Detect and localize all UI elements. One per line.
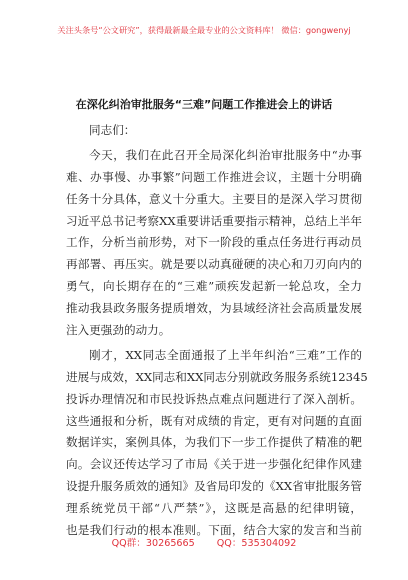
footer-qq-group: QQ群：30265665 [111, 538, 195, 549]
paragraph-line: 设提升服务质效的通知》及省局印发的《XX省审批服务管 [66, 479, 362, 494]
paragraph-line: 难、办事慢、办事繁”问题工作推进会议，主题十分明确 [66, 169, 362, 184]
paragraph-line: 今天，我们在此召开全局深化纠治审批服务中“办事 [89, 147, 362, 162]
paragraph-line: 理系统党员干部“八严禁”》，这既是高悬的纪律明镜， [66, 501, 362, 516]
paragraph-line: 进展与成效，XX同志和XX同志分别就政务服务系统12345 [66, 369, 368, 384]
paragraph-line: 这些通报和分析，既有对成绩的肯定，更有对问题的直面 [66, 413, 362, 428]
footer-qq: QQ：535304092 [216, 538, 297, 549]
paragraph-line: 向。会议还传达学习了市局《关于进一步强化纪律作风建 [66, 457, 362, 472]
paragraph-line: 注入更强劲的动力。 [66, 323, 171, 338]
paragraph-line: 任务十分具体，意义十分重大。主要目的是深入学习贯彻 [66, 191, 362, 206]
paragraph-line: 习近平总书记考察XX重要讲话重要指示精神，总结上半年 [66, 213, 362, 228]
document-body [66, 120, 368, 542]
salutation: 同志们： [89, 123, 136, 137]
paragraph-line: 投诉办理情况和市民投诉热点难点问题进行了深入剖析。 [66, 391, 362, 406]
paragraph-line: 刚才，XX同志全面通报了上半年纠治“三难”工作的 [89, 347, 362, 362]
paragraph-line: 工作，分析当前形势，对下一阶段的重点任务进行再动员 [66, 235, 362, 250]
footer-contact [0, 535, 408, 549]
paragraph-line: 推动我县政务服务提质增效，为县域经济社会高质量发展 [66, 301, 362, 316]
paragraph-line: 再部署、再压实。就是要以动真碰硬的决心和刀刃向内的 [66, 257, 362, 272]
paragraph-line: 也是我们行动的根本准则。下面，结合大家的发言和当前 [66, 523, 362, 538]
paragraph-line: 数据详实，案例具体，为我们下一步工作提供了精准的靶 [66, 435, 362, 450]
document-title: 在深化纠治审批服务“三难”问题工作推进会上的讲话 [75, 98, 333, 111]
top-banner: 关注头条号“公文研究”，获得最新最全最专业的公文资料库！ 微信：gongwenyj [57, 25, 351, 35]
paragraph-line: 勇气，向长期存在的“三难”顽疾发起新一轮总攻，全力 [66, 279, 362, 294]
